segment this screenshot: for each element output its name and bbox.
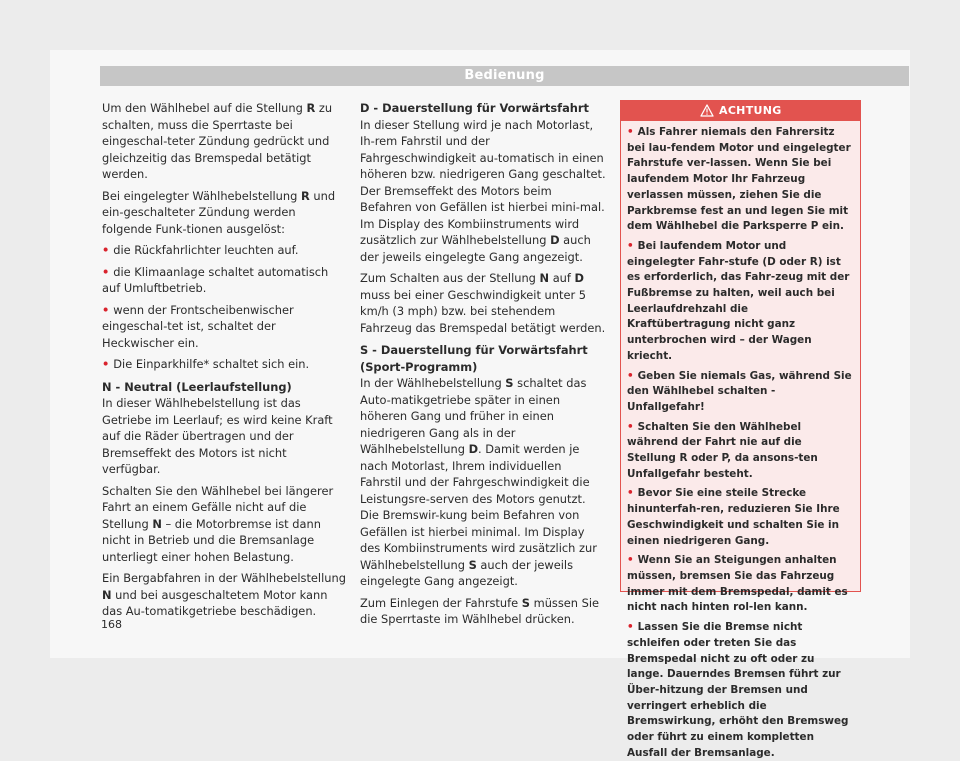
column-left: [102, 100, 348, 625]
bullet-icon: •: [627, 554, 634, 567]
subheading-sport: S - Dauerstellung für Vorwärtsfahrt (Sport-Programm): [360, 343, 588, 374]
paragraph: Zum Schalten aus der Stellung N auf D muss bei einer Geschwindigkeit unter 5 km/h (3 mph) bzw. bei stehendem Fahrzeug das Bremspedal betätigt werden.: [360, 271, 606, 335]
warning-item: • Als Fahrer niemals den Fahrersitz bei lau-fendem Motor und eingelegter Fahrstufe ver-lassen. Wenn Sie bei laufendem Motor Ihr Fahrzeug verlassen müssen, ziehen Sie die Parkbremse fest an und legen Sie mit dem Wählhebel die Parksperre P ein.: [627, 126, 851, 233]
warning-box: [620, 100, 861, 759]
bullet-icon: •: [102, 357, 110, 371]
list-item: • die Rückfahrlichter leuchten auf.: [102, 243, 299, 257]
bullet-icon: •: [627, 420, 634, 433]
bullet-icon: •: [627, 487, 634, 500]
warning-item: • Wenn Sie an Steigungen anhalten müssen, bremsen Sie das Fahrzeug immer mit dem Bremspedal, damit es nicht nach hinten rol-len kann.: [627, 554, 848, 614]
section-title: Bedienung: [464, 68, 545, 83]
warning-item: • Geben Sie niemals Gas, während Sie den Wählhebel schalten - Unfallgefahr!: [627, 369, 852, 413]
paragraph: Bei eingelegter Wählhebelstellung R und ein-geschalteter Zündung werden folgende Funk-tionen ausgelöst:: [102, 188, 336, 236]
paragraph: Um den Wählhebel auf die Stellung R zu schalten, muss die Sperrtaste bei eingeschal-teter Zündung gedrückt und gleichzeitig das Bremspedal betätigt werden.: [102, 101, 333, 181]
bullet-icon: •: [102, 243, 110, 257]
warning-body: [621, 121, 860, 761]
warning-header: [621, 101, 860, 121]
page: [50, 50, 910, 759]
warning-item: • Lassen Sie die Bremse nicht schleifen oder treten Sie das Bremspedal nicht zu oft oder zu lange. Dauerndes Bremsen führt zur Über-hitzung der Bremsen und verringert erheblich die Bremswirkung, erhöht den Bremsweg oder führt zu einem kompletten Ausfall der Bremsanlage.: [627, 621, 849, 759]
paragraph: Schalten Sie den Wählhebel bei längerer Fahrt an einem Gefälle nicht auf die Stellung N – die Motorbremse ist dann nicht in Betrieb und die Bremsanlage unterliegt einer hohen Belastung.: [102, 483, 334, 564]
paragraph: Ein Bergabfahren in der Wählhebelstellung N und bei ausgeschaltetem Motor kann das Au-tomatikgetriebe beschädigen.: [102, 571, 346, 618]
warning-item: • Bei laufendem Motor und eingelegter Fahr-stufe (D oder R) ist es erforderlich, das Fahr-zeug mit der Fußbremse zu halten, weil auch bei Leerlaufdrehzahl die Kraftübertragung nicht ganz unterbrochen wird – der Wagen kriecht.: [627, 239, 850, 362]
bullet-icon: •: [102, 264, 110, 279]
page-number: 168: [101, 618, 122, 631]
paragraph: In der Wählhebelstellung S schaltet das Auto-matikgetriebe später in einen höheren Gang und früher in einen niedrigeren Gang als in der Wählhebelstellung D. Damit werden je nach Motorlast, Ihrem individuellen Fahrstil und der Fahrgeschwindigkeit die Leistungsre-serven des Motors genutzt. Die Bremswir-kung beim Befahren von Gefällen ist hierbei minimal. Im Display des Kombiinstruments wird zusätzlich zur Wählhebelstellung S auch der jeweils eingelegte Gang angezeigt.: [360, 376, 597, 588]
paragraph: In dieser Wählhebelstellung ist das Getriebe im Leerlauf; es wird keine Kraft auf die Räder übertragen und der Bremseffekt des Motors ist nicht verfügbar.: [102, 396, 333, 476]
bullet-icon: •: [627, 126, 634, 138]
warning-item: • Schalten Sie den Wählhebel während der Fahrt nie auf die Stellung R oder P, da ansons-ten Unfallgefahr besteht.: [627, 420, 818, 480]
section-header: [100, 66, 909, 86]
subheading-neutral: N - Neutral (Leerlaufstellung): [102, 379, 292, 394]
paragraph: Zum Einlegen der Fahrstufe S müssen Sie die Sperrtaste im Wählhebel drücken.: [360, 595, 600, 626]
warning-title: ACHTUNG: [719, 104, 782, 117]
bullet-icon: •: [102, 302, 110, 317]
column-middle: [360, 100, 606, 633]
warning-item: • Bevor Sie eine steile Strecke hinunterfah-ren, reduzieren Sie Ihre Geschwindigkeit und schalten Sie in einen niedrigeren Gang.: [627, 487, 840, 547]
bullet-icon: •: [627, 369, 634, 382]
bullet-icon: •: [627, 239, 634, 252]
list-item: • wenn der Frontscheibenwischer eingeschal-tet ist, schaltet der Heckwischer ein.: [102, 302, 294, 350]
list-item: • die Klimaanlage schaltet automatisch auf Umluftbetrieb.: [102, 264, 329, 295]
paragraph: In dieser Stellung wird je nach Motorlast, Ih-rem Fahrstil und der Fahrgeschwindigkeit au-tomatisch in einen höheren bzw. niedrigeren Gang geschaltet. Der Bremseffekt des Motors beim Befahren von Gefällen ist hierbei mini-mal. Im Display des Kombiinstruments wird zusätzlich zur Wählhebelstellung D auch der jeweils eingelegte Gang angezeigt.: [360, 117, 606, 264]
bullet-icon: •: [627, 621, 634, 634]
subheading-drive: D - Dauerstellung für Vorwärtsfahrt: [360, 101, 589, 115]
warning-triangle-icon: [700, 104, 714, 117]
list-item: • Die Einparkhilfe* schaltet sich ein.: [102, 357, 310, 371]
